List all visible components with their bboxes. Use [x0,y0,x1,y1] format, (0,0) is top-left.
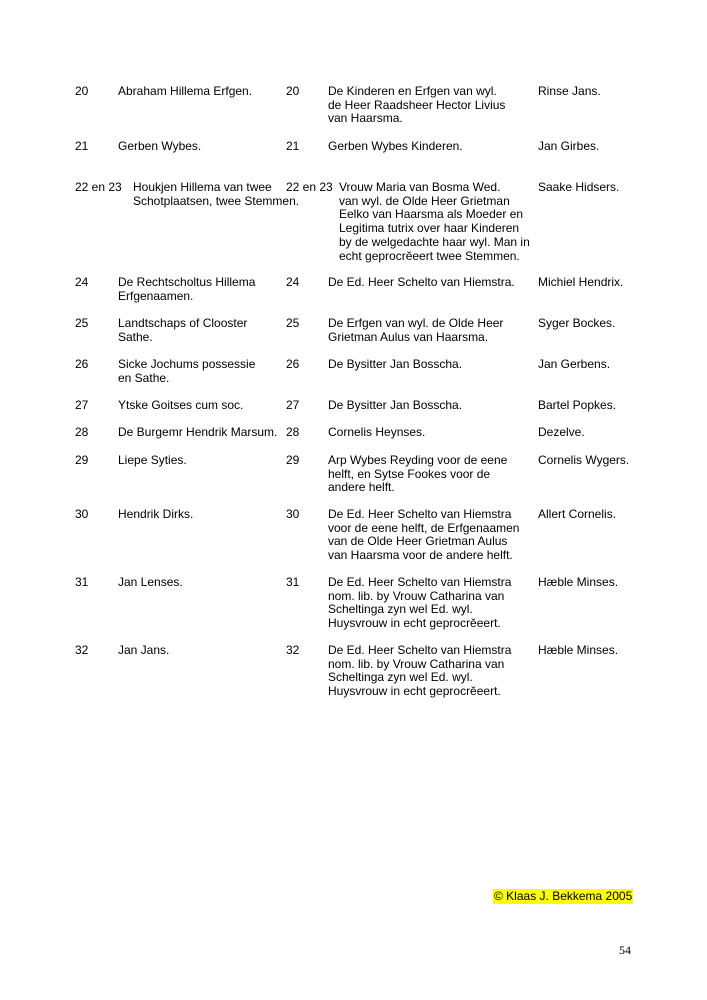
user-name: Bartel Popkes. [538,398,617,412]
user-name: Syger Bockes. [538,316,616,330]
user-name: Rinse Jans. [538,84,601,98]
owner-name-2: De Kinderen en Erfgen van wyl. de Heer Raadsheer Hector Livius van Haarsma. [328,84,506,126]
owner-name-2: Arp Wybes Reyding voor de eene helft, en Sytse Fookes voor de andere helft. [328,453,508,495]
owner-name-1: De Rechtscholtus Hillema Erfgenaamen. [118,275,256,303]
number-1: 29 [75,453,89,467]
owner-name-1: Houkjen Hillema van twee Schotplaatsen, twee Stemmen. [133,180,300,208]
number-1: 32 [75,643,89,657]
owner-name-1: Sicke Jochums possessie en Sathe. [118,357,256,385]
number-2: 29 [286,453,300,467]
owner-name-2: De Ed. Heer Schelto van Hiemstra nom. lib. by Vrouw Catharina van Scheltinga zyn wel Ed. wyl. Huysvrouw in echt geprocrĕeert. [328,643,512,699]
user-name: Jan Gerbens. [538,357,611,371]
owner-name-2: De Erfgen van wyl. de Olde Heer Grietman Aulus van Haarsma. [328,316,504,344]
owner-name-1: Abraham Hillema Erfgen. [118,84,253,98]
owner-name-1: Jan Jans. [118,643,170,657]
owner-name-1: Ytske Goitses cum soc. [118,398,244,412]
number-2: 22 en 23 [286,180,333,194]
owner-name-2: De Bysitter Jan Bosscha. [328,398,463,412]
owner-name-1: Hendrik Dirks. [118,507,194,521]
number-2: 20 [286,84,300,98]
number-2: 25 [286,316,300,330]
number-2: 24 [286,275,300,289]
number-1: 28 [75,425,89,439]
user-name: Dezelve. [538,425,585,439]
number-1: 24 [75,275,89,289]
owner-name-2: De Bysitter Jan Bosscha. [328,357,463,371]
number-2: 27 [286,398,300,412]
owner-name-2: De Ed. Heer Schelto van Hiemstra nom. lib. by Vrouw Catharina van Scheltinga zyn wel Ed. wyl. Huysvrouw in echt geprocrĕeert. [328,575,512,631]
number-1: 20 [75,84,89,98]
number-1: 25 [75,316,89,330]
number-1: 26 [75,357,89,371]
number-2: 30 [286,507,300,521]
user-name: Jan Girbes. [538,139,600,153]
owner-name-1: Gerben Wybes. [118,139,202,153]
user-name: Hæble Minses. [538,643,619,657]
user-name: Cornelis Wygers. [538,453,630,467]
number-1: 27 [75,398,89,412]
copyright-notice: © Klaas J. Bekkema 2005 [494,889,633,903]
owner-name-2: Gerben Wybes Kinderen. [328,139,463,153]
number-2: 21 [286,139,300,153]
owner-name-1: Jan Lenses. [118,575,183,589]
owner-name-2: Vrouw Maria van Bosma Wed. van wyl. de Olde Heer Grietman Eelko van Haarsma als Moeder en Legitima tutrix over haar Kinderen by de welgedachte haar wyl. Man in echt geprocrĕeert twee Stemmen. [339,180,530,263]
user-name: Saake Hidsers. [538,180,620,194]
owner-name-1: Landtschaps of Clooster Sathe. [118,316,248,344]
owner-name-2: De Ed. Heer Schelto van Hiemstra. [328,275,515,289]
owner-name-1: De Burgemr Hendrik Marsum. [118,425,278,439]
user-name: Hæble Minses. [538,575,619,589]
page-number: 54 [619,943,631,957]
number-2: 26 [286,357,300,371]
number-1: 22 en 23 [75,180,122,194]
number-2: 31 [286,575,300,589]
number-2: 28 [286,425,300,439]
user-name: Allert Cornelis. [538,507,617,521]
user-name: Michiel Hendrix. [538,275,624,289]
owner-name-2: De Ed. Heer Schelto van Hiemstra voor de eene helft, de Erfgenaamen van de Olde Heer Grietman Aulus van Haarsma voor de andere helft. [328,507,520,563]
number-1: 21 [75,139,89,153]
owner-name-2: Cornelis Heynses. [328,425,426,439]
owner-name-1: Liepe Syties. [118,453,187,467]
number-1: 30 [75,507,89,521]
number-2: 32 [286,643,300,657]
number-1: 31 [75,575,89,589]
